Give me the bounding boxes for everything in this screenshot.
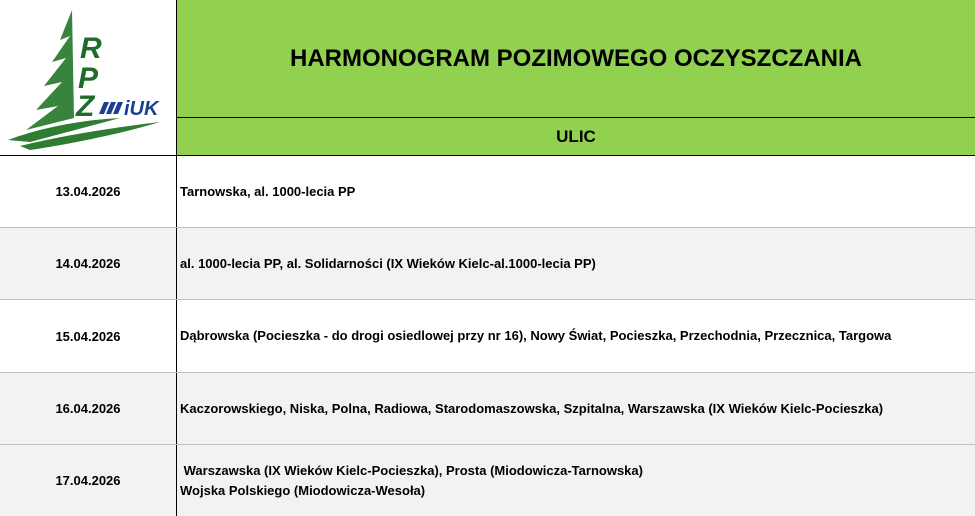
stripes-icon — [99, 102, 123, 114]
row-date: 17.04.2026 — [0, 445, 177, 516]
rpz-iuk-logo — [0, 0, 176, 155]
street-line: Dąbrowska (Pocieszka - do drogi osiedlowej przy nr 16), Nowy Świat, Pocieszka, Przechodnia, Przecznica, Targowa — [180, 328, 892, 343]
row-streets — [180, 445, 975, 516]
row-date: 13.04.2026 — [0, 156, 177, 227]
table-row — [0, 445, 975, 516]
table-row — [0, 156, 975, 228]
table-row — [0, 228, 975, 300]
logo-cell — [0, 0, 177, 156]
row-streets — [180, 373, 975, 444]
street-line: Kaczorowskiego, Niska, Polna, Radiowa, Starodomaszowska, Szpitalna, Warszawska (IX Wieków Kielc-Pocieszka) — [180, 400, 884, 416]
street-line: al. 1000-lecia PP, al. Solidarności (IX Wieków Kielc-al.1000-lecia PP) — [180, 255, 596, 271]
table-row — [0, 373, 975, 445]
page-title: HARMONOGRAM POZIMOWEGO OCZYSZCZANIA — [177, 0, 975, 118]
row-date: 14.04.2026 — [0, 228, 177, 299]
row-date: 16.04.2026 — [0, 373, 177, 444]
logo-letter: Z — [76, 90, 95, 123]
table-row — [0, 300, 975, 373]
logo-letter: P — [78, 62, 99, 95]
row-date: 15.04.2026 — [0, 300, 177, 372]
street-line: Wojska Polskiego (Miodowicza-Wesoła) — [180, 482, 426, 498]
page-subtitle: ULIC — [177, 118, 975, 156]
row-streets — [180, 228, 975, 299]
row-streets — [180, 300, 975, 372]
street-line: Tarnowska, al. 1000-lecia PP — [180, 183, 356, 199]
row-streets — [180, 156, 975, 227]
logo-brand: iUK — [124, 98, 159, 120]
street-line: Warszawska (IX Wieków Kielc-Pocieszka), Prosta (Miodowicza-Tarnowska) — [180, 462, 643, 478]
header — [0, 0, 975, 156]
logo-letter: R — [80, 32, 102, 65]
